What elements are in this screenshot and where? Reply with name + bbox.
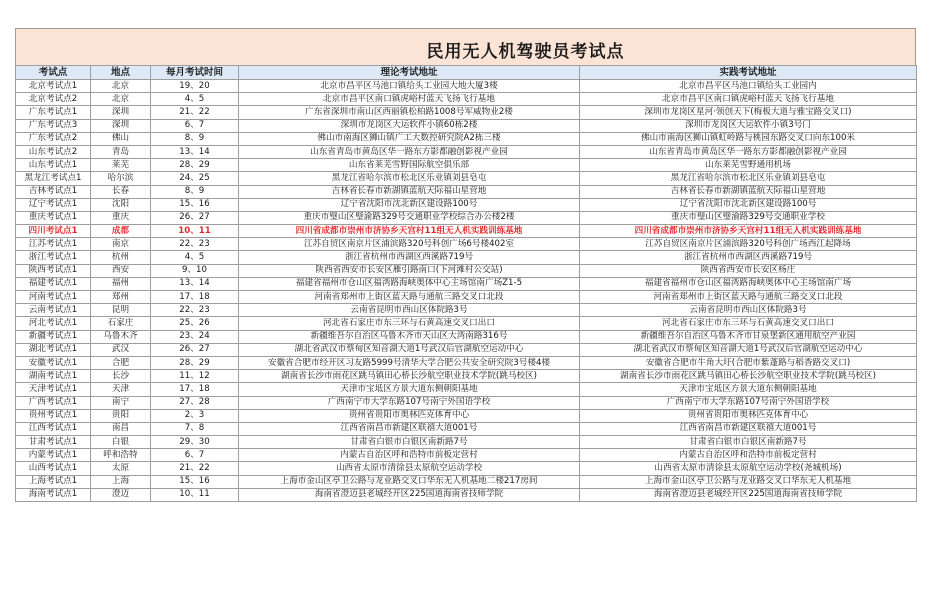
table-row [16, 185, 917, 198]
header-site[interactable]: 考试点 [16, 66, 91, 80]
cell-location[interactable]: 白银 [91, 436, 151, 449]
cell-site[interactable]: 山东考试点2 [16, 145, 91, 158]
table-row [16, 93, 917, 106]
cell-location[interactable]: 太原 [91, 462, 151, 475]
cell-site[interactable]: 江苏考试点1 [16, 238, 91, 251]
cell-practice-address[interactable]: 北京市昌平区南口镇虎峪村蓝天飞扬飞行基地 [580, 93, 917, 106]
table-row [16, 317, 917, 330]
table-row [16, 370, 917, 383]
cell-theory-address[interactable]: 湖北省武汉市蔡甸区知音湖大道1号武汉后官湖航空运动中心 [239, 343, 580, 356]
cell-site[interactable]: 北京考试点1 [16, 80, 91, 93]
cell-practice-address[interactable]: 贵州省贵阳市奥林匹克体育中心 [580, 409, 917, 422]
cell-monthly-time[interactable]: 6、7 [151, 449, 239, 462]
cell-site[interactable]: 福建考试点1 [16, 277, 91, 290]
cell-theory-address[interactable]: 新疆维吾尔自治区乌鲁木齐市天山区大湾南路316号 [239, 330, 580, 343]
cell-practice-address[interactable]: 辽宁省沈阳市沈北新区建设路100号 [580, 198, 917, 211]
cell-monthly-time[interactable]: 10、11 [151, 225, 239, 238]
cell-practice-address[interactable]: 黑龙江省哈尔滨市松北区乐业镇刘县皂屯 [580, 172, 917, 185]
cell-practice-address[interactable]: 山东莱芜雪野通用机场 [580, 159, 917, 172]
table-row [16, 80, 917, 93]
cell-monthly-time[interactable]: 15、16 [151, 475, 239, 488]
exam-site-table [15, 65, 917, 502]
table-row [16, 396, 917, 409]
cell-theory-address[interactable]: 河北省石家庄市东三环与石黄高速交叉口出口 [239, 317, 580, 330]
cell-location[interactable]: 昆明 [91, 304, 151, 317]
table-row [16, 145, 917, 158]
cell-monthly-time[interactable]: 4、5 [151, 93, 239, 106]
cell-practice-address[interactable]: 佛山市南海区狮山镇虹岭路与桃园东路交叉口向东100米 [580, 132, 917, 145]
cell-location[interactable]: 南宁 [91, 396, 151, 409]
cell-practice-address[interactable]: 福建省福州市仓山区福湾路海峡奥体中心主场馆南广场 [580, 277, 917, 290]
cell-monthly-time[interactable]: 13、14 [151, 145, 239, 158]
cell-monthly-time[interactable]: 29、30 [151, 436, 239, 449]
table-row [16, 409, 917, 422]
table-row [16, 383, 917, 396]
cell-location[interactable]: 长春 [91, 185, 151, 198]
cell-practice-address[interactable]: 深圳市龙岗区大运软件小镇3号门 [580, 119, 917, 132]
cell-theory-address[interactable]: 辽宁省沈阳市沈北新区建设路100号 [239, 198, 580, 211]
table-row [16, 343, 917, 356]
cell-monthly-time[interactable]: 21、22 [151, 106, 239, 119]
cell-site[interactable]: 湖南考试点1 [16, 370, 91, 383]
cell-location[interactable]: 南京 [91, 238, 151, 251]
cell-practice-address[interactable]: 浙江省杭州市西湖区西溪路719号 [580, 251, 917, 264]
cell-practice-address[interactable]: 上海市金山区亭卫公路与龙业路交叉口华东无人机基地 [580, 475, 917, 488]
table-row [16, 422, 917, 435]
cell-practice-address[interactable]: 海南省澄迈县老城经开区225国道海南省技师学院 [580, 488, 917, 501]
cell-location[interactable]: 深圳 [91, 106, 151, 119]
cell-site[interactable]: 河南考试点1 [16, 291, 91, 304]
cell-practice-address[interactable]: 河北省石家庄市东三环与石黄高速交叉口出口 [580, 317, 917, 330]
cell-practice-address[interactable]: 湖北省武汉市蔡甸区知音湖大道1号武汉后官湖航空运动中心 [580, 343, 917, 356]
cell-monthly-time[interactable]: 17、18 [151, 291, 239, 304]
header-location[interactable]: 地点 [91, 66, 151, 80]
cell-location[interactable]: 哈尔滨 [91, 172, 151, 185]
table-row [16, 475, 917, 488]
cell-practice-address[interactable]: 四川省成都市崇州市济协乡天宫村11组无人机实践训练基地 [580, 225, 917, 238]
cell-site[interactable]: 广西考试点1 [16, 396, 91, 409]
table-row [16, 291, 917, 304]
cell-site[interactable]: 浙江考试点1 [16, 251, 91, 264]
cell-theory-address[interactable]: 四川省成都市崇州市济协乡天宫村11组无人机实践训练基地 [239, 225, 580, 238]
cell-monthly-time[interactable]: 17、18 [151, 383, 239, 396]
cell-site[interactable]: 吉林考试点1 [16, 185, 91, 198]
cell-location[interactable]: 南昌 [91, 422, 151, 435]
cell-theory-address[interactable]: 山东省莱芜雪野国际航空俱乐部 [239, 159, 580, 172]
cell-monthly-time[interactable]: 22、23 [151, 304, 239, 317]
cell-theory-address[interactable]: 内蒙古自治区呼和浩特市前板定营村 [239, 449, 580, 462]
cell-theory-address[interactable]: 广西南宁市大学东路107号南宁外国语学校 [239, 396, 580, 409]
cell-site[interactable]: 云南考试点1 [16, 304, 91, 317]
cell-location[interactable]: 北京 [91, 80, 151, 93]
table-row [16, 238, 917, 251]
cell-practice-address[interactable]: 北京市昌平区马池口镇给头工业园内 [580, 80, 917, 93]
cell-location[interactable]: 澄迈 [91, 488, 151, 501]
cell-site[interactable]: 天津考试点1 [16, 383, 91, 396]
cell-theory-address[interactable]: 浙江省杭州市西湖区西溪路719号 [239, 251, 580, 264]
cell-theory-address[interactable]: 重庆市璧山区璧渝路329号交通职业学校综合办公楼2楼 [239, 211, 580, 224]
cell-location[interactable]: 深圳 [91, 119, 151, 132]
cell-practice-address[interactable]: 山东省青岛市黄岛区华一路东方影都融创影视产业园 [580, 145, 917, 158]
table-row [16, 251, 917, 264]
cell-site[interactable]: 海南考试点1 [16, 488, 91, 501]
cell-site[interactable]: 湖北考试点1 [16, 343, 91, 356]
cell-theory-address[interactable]: 上海市金山区亭卫公路与龙业路交叉口华东无人机基地二楼217房间 [239, 475, 580, 488]
cell-site[interactable]: 黑龙江考试点1 [16, 172, 91, 185]
cell-monthly-time[interactable]: 2、3 [151, 409, 239, 422]
cell-monthly-time[interactable]: 23、24 [151, 330, 239, 343]
header-monthly-time[interactable]: 每月考试时间 [151, 66, 239, 80]
cell-location[interactable]: 青岛 [91, 145, 151, 158]
cell-theory-address[interactable]: 江西省南昌市新建区联禧大道001号 [239, 422, 580, 435]
cell-theory-address[interactable]: 深圳市龙岗区大运软件小镇60栋2楼 [239, 119, 580, 132]
table-row [16, 225, 917, 238]
cell-monthly-time[interactable]: 24、25 [151, 172, 239, 185]
table-row [16, 198, 917, 211]
cell-site[interactable]: 广东考试点1 [16, 106, 91, 119]
cell-location[interactable]: 贵阳 [91, 409, 151, 422]
cell-practice-address[interactable]: 广西南宁市大学东路107号南宁外国语学校 [580, 396, 917, 409]
sheet-title-row [15, 28, 916, 65]
table-row [16, 132, 917, 145]
cell-theory-address[interactable]: 贵州省贵阳市奥林匹克体育中心 [239, 409, 580, 422]
cell-monthly-time[interactable]: 13、14 [151, 277, 239, 290]
cell-practice-address[interactable]: 湖南省长沙市雨花区跳马镇田心桥长沙航空职业技术学院(跳马校区) [580, 370, 917, 383]
table-row [16, 172, 917, 185]
cell-theory-address[interactable]: 广东省深圳市南山区西丽镇松柏路1008号军威物业2楼 [239, 106, 580, 119]
cell-practice-address[interactable]: 重庆市璧山区璧渝路329号交通职业学校 [580, 211, 917, 224]
cell-theory-address[interactable]: 山西省太原市清徐县太原航空运动学校 [239, 462, 580, 475]
cell-site[interactable]: 安徽考试点1 [16, 356, 91, 369]
table-row [16, 159, 917, 172]
cell-monthly-time[interactable]: 26、27 [151, 211, 239, 224]
cell-monthly-time[interactable]: 10、11 [151, 488, 239, 501]
cell-monthly-time[interactable]: 4、5 [151, 251, 239, 264]
cell-site[interactable]: 内蒙考试点1 [16, 449, 91, 462]
cell-site[interactable]: 北京考试点2 [16, 93, 91, 106]
table-row [16, 356, 917, 369]
cell-theory-address[interactable]: 山东省青岛市黄岛区华一路东方影都融创影视产业园 [239, 145, 580, 158]
cell-practice-address[interactable]: 安徽省合肥市牛角大圩(合肥市紫蓬路与稻香路交叉口) [580, 356, 917, 369]
cell-theory-address[interactable]: 佛山市南海区狮山镇广工大数控研究院A2栋三楼 [239, 132, 580, 145]
cell-monthly-time[interactable]: 22、23 [151, 238, 239, 251]
cell-theory-address[interactable]: 湖南省长沙市雨花区跳马镇田心桥长沙航空职业技术学院(跳马校区) [239, 370, 580, 383]
cell-theory-address[interactable]: 天津市宝坻区方景大道东侧朝阳基地 [239, 383, 580, 396]
cell-site[interactable]: 新疆考试点1 [16, 330, 91, 343]
cell-practice-address[interactable]: 内蒙古自治区呼和浩特市前板定营村 [580, 449, 917, 462]
cell-theory-address[interactable]: 吉林省长春市新湖镇蓝航天际福山星营地 [239, 185, 580, 198]
cell-practice-address[interactable]: 甘肃省白银市白银区南新路7号 [580, 436, 917, 449]
table-row [16, 488, 917, 501]
cell-site[interactable]: 甘肃考试点1 [16, 436, 91, 449]
cell-monthly-time[interactable]: 25、26 [151, 317, 239, 330]
cell-location[interactable]: 佛山 [91, 132, 151, 145]
cell-monthly-time[interactable]: 9、10 [151, 264, 239, 277]
header-theory-address[interactable]: 理论考试地址 [239, 66, 580, 80]
cell-practice-address[interactable]: 深圳市龙岗区星河·领创天下(梅板大道与雅宝路交叉口) [580, 106, 917, 119]
header-practice-address[interactable]: 实践考试地址 [580, 66, 917, 80]
cell-location[interactable]: 福州 [91, 277, 151, 290]
cell-site[interactable]: 重庆考试点1 [16, 211, 91, 224]
cell-monthly-time[interactable]: 8、9 [151, 185, 239, 198]
cell-theory-address[interactable]: 甘肃省白银市白银区南新路7号 [239, 436, 580, 449]
cell-site[interactable]: 贵州考试点1 [16, 409, 91, 422]
table-row [16, 436, 917, 449]
cell-location[interactable]: 西安 [91, 264, 151, 277]
cell-theory-address[interactable]: 江苏自贸区南京片区浦滨路320号科创广场6号楼402室 [239, 238, 580, 251]
cell-monthly-time[interactable]: 6、7 [151, 119, 239, 132]
cell-site[interactable]: 山西考试点1 [16, 462, 91, 475]
cell-location[interactable]: 乌鲁木齐 [91, 330, 151, 343]
cell-location[interactable]: 杭州 [91, 251, 151, 264]
cell-location[interactable]: 武汉 [91, 343, 151, 356]
sheet-title: 民用无人机驾驶员考试点 [426, 42, 625, 62]
table-row [16, 304, 917, 317]
cell-monthly-time[interactable]: 7、8 [151, 422, 239, 435]
cell-practice-address[interactable]: 江苏自贸区南京片区浦滨路320号科创广场西江起降场 [580, 238, 917, 251]
cell-location[interactable]: 上海 [91, 475, 151, 488]
cell-location[interactable]: 成都 [91, 225, 151, 238]
cell-practice-address[interactable]: 吉林省长春市新湖镇蓝航天际福山星营地 [580, 185, 917, 198]
cell-location[interactable]: 合肥 [91, 356, 151, 369]
cell-site[interactable]: 辽宁考试点1 [16, 198, 91, 211]
cell-practice-address[interactable]: 云南省昆明市西山区体院路3号 [580, 304, 917, 317]
cell-monthly-time[interactable]: 11、12 [151, 370, 239, 383]
table-body [16, 80, 917, 502]
cell-practice-address[interactable]: 天津市宝坻区方景大道东侧朝阳基地 [580, 383, 917, 396]
cell-site[interactable]: 广东考试点2 [16, 132, 91, 145]
table-row [16, 330, 917, 343]
table-row [16, 462, 917, 475]
cell-location[interactable]: 重庆 [91, 211, 151, 224]
cell-practice-address[interactable]: 江西省南昌市新建区联禧大道001号 [580, 422, 917, 435]
cell-theory-address[interactable]: 陕西省西安市长安区雁引路南口(下河滩村公交站) [239, 264, 580, 277]
cell-monthly-time[interactable]: 21、22 [151, 462, 239, 475]
cell-monthly-time[interactable]: 26、27 [151, 343, 239, 356]
cell-practice-address[interactable]: 新疆维吾尔自治区乌鲁木齐市甘泉堡新区通用航空产业园 [580, 330, 917, 343]
table-row [16, 119, 917, 132]
cell-site[interactable]: 广东考试点3 [16, 119, 91, 132]
exam-site-sheet [15, 28, 916, 502]
cell-location[interactable]: 呼和浩特 [91, 449, 151, 462]
cell-theory-address[interactable]: 安徽省合肥市经开区习友路5999号清华大学合肥公共安全研究院3号楼4楼 [239, 356, 580, 369]
cell-monthly-time[interactable]: 8、9 [151, 132, 239, 145]
cell-practice-address[interactable]: 山西省太原市清徐县太原航空运动学校(尧城机场) [580, 462, 917, 475]
cell-theory-address[interactable]: 北京市昌平区南口镇虎峪村蓝天飞扬飞行基地 [239, 93, 580, 106]
cell-site[interactable]: 河北考试点1 [16, 317, 91, 330]
table-row [16, 211, 917, 224]
cell-location[interactable]: 长沙 [91, 370, 151, 383]
table-row [16, 106, 917, 119]
cell-location[interactable]: 石家庄 [91, 317, 151, 330]
cell-theory-address[interactable]: 福建省福州市仓山区福湾路海峡奥体中心主场馆南广场Z1-5 [239, 277, 580, 290]
cell-location[interactable]: 郑州 [91, 291, 151, 304]
cell-practice-address[interactable]: 陕西省西安市长安区杨庄 [580, 264, 917, 277]
table-row [16, 449, 917, 462]
table-row [16, 277, 917, 290]
cell-monthly-time[interactable]: 27、28 [151, 396, 239, 409]
cell-site[interactable]: 四川考试点1 [16, 225, 91, 238]
header-row [16, 66, 917, 80]
cell-monthly-time[interactable]: 28、29 [151, 159, 239, 172]
cell-site[interactable]: 山东考试点1 [16, 159, 91, 172]
cell-theory-address[interactable]: 黑龙江省哈尔滨市松北区乐业镇刘县皂屯 [239, 172, 580, 185]
cell-site[interactable]: 江西考试点1 [16, 422, 91, 435]
cell-site[interactable]: 陕西考试点1 [16, 264, 91, 277]
cell-location[interactable]: 莱芜 [91, 159, 151, 172]
cell-monthly-time[interactable]: 19、20 [151, 80, 239, 93]
table-row [16, 264, 917, 277]
cell-theory-address[interactable]: 海南省澄迈县老城经开区225国道海南省技师学院 [239, 488, 580, 501]
cell-location[interactable]: 北京 [91, 93, 151, 106]
cell-monthly-time[interactable]: 28、29 [151, 356, 239, 369]
cell-theory-address[interactable]: 北京市昌平区马池口镇给头工业园大地大厦3楼 [239, 80, 580, 93]
cell-location[interactable]: 沈阳 [91, 198, 151, 211]
cell-location[interactable]: 天津 [91, 383, 151, 396]
cell-theory-address[interactable]: 河南省郑州市上街区蓝天路与通航三路交叉口北段 [239, 291, 580, 304]
cell-site[interactable]: 上海考试点1 [16, 475, 91, 488]
cell-practice-address[interactable]: 河南省郑州市上街区蓝天路与通航三路交叉口北段 [580, 291, 917, 304]
cell-theory-address[interactable]: 云南省昆明市西山区体院路3号 [239, 304, 580, 317]
cell-monthly-time[interactable]: 15、16 [151, 198, 239, 211]
